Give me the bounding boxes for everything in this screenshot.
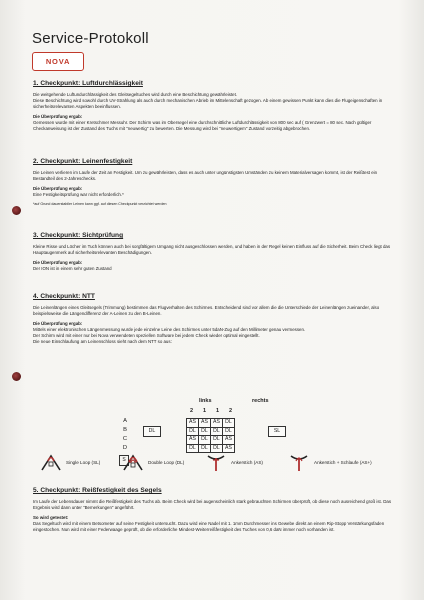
result-label: Die Überprüfung ergab:: [33, 114, 83, 119]
table-cell: AS: [187, 436, 199, 445]
table-cell: AS: [223, 444, 235, 453]
paragraph: Im Laufe der Lebensdauer nimmt die Reißfestigkeit des Tuchs ab. Beim Check wird bei augenscheinlich stark gebrauchten Schirmen überprüft, ob diese noch ausreichend groß ist. Das Ergebnis wird dann unter "Bemerkungen" angeführt.: [33, 499, 392, 510]
legend-single-loop: [40, 452, 100, 472]
result-text: Der Schirm wird mit einer nur bei Nova verwendeten speziellen Software bei jedem Check wieder optimal eingestellt.: [33, 333, 260, 338]
table-cell: AS: [199, 419, 211, 428]
result-text: Die neue Einschlaufung am Leinenschloss sieht nach dem NTT so aus:: [33, 339, 172, 344]
table-cell: DL: [187, 444, 199, 453]
nova-logo: [32, 52, 84, 71]
table-cell: DL: [223, 419, 235, 428]
table-cell: AS: [187, 419, 199, 428]
legend-double-loop: [122, 452, 184, 472]
binder-hole: [12, 206, 21, 215]
paragraph: Die Leinenlängen eines Gleitsegels (Trimmung) bestimmen das Flugverhalten des Schirmes. Entscheidend sind vor allem die die Unterschiede der Leinenlängen zueinander, also beispielsweise die Längendifferenz der A-Leinen zu den B-Leinen.: [33, 305, 380, 316]
table-cell: DL: [211, 436, 223, 445]
row-label-b: B: [123, 427, 127, 433]
result-text: Gemessen wurde mit einer Kretschmer Messuhr. Der Schirm was im Obersegel eine durchschnittliche Luftdurchlässigkeit von 800 sec auf ( Grenzwert = 80 sec. Nach gültiger Checkanweisung ist der Zustand des Tuchs mit "neuwertig" zu bewerten. Die Messung wird bei "neuwertigem" Zustand vorzeitig abgebrochen.: [33, 120, 372, 131]
single-loop-icon: [40, 452, 62, 472]
table-cell: AS: [211, 419, 223, 428]
result-label: So wird getestet:: [33, 515, 69, 520]
table-cell: DL: [199, 444, 211, 453]
result-text: Eine Festigkeitsprüfung war nicht erforderlich.*: [33, 192, 124, 197]
left-box: DL: [143, 426, 161, 437]
row-label-c: C: [122, 436, 128, 442]
right-box: SL: [268, 426, 286, 437]
legend-label: Ankerstich + Schlaufe (AS+): [314, 459, 372, 465]
section-heading: 4. Checkpunkt: NTT: [33, 293, 95, 300]
section-3: [33, 232, 393, 276]
table-cell: DL: [199, 436, 211, 445]
col-header: 2: [229, 408, 233, 414]
legend-label: Single Loop (SL): [66, 459, 101, 465]
links-label: links: [199, 398, 212, 404]
legend-label: Double Loop (DL): [148, 459, 185, 465]
section-heading: 3. Checkpunkt: Sichtprüfung: [33, 232, 124, 239]
table-cell: AS: [223, 436, 235, 445]
binder-hole: [12, 372, 21, 381]
rechts-label: rechts: [252, 398, 269, 404]
paragraph: Kleine Risse und Löcher im Tuch können auch bei sorgfältigem Umgang nicht ausgeschlossen werden, und haben in der Regel keinen Einfluss auf die Sicherheit. Beim Check liegt das Hauptaugenmerk auf sicherheitsrelevanten Beschädigungen.: [33, 244, 391, 255]
paragraph: Diese Beschichtung wird sowohl durch UV-Strahlung als auch durch mechanischen Abrieb im Mittelenschaft gezogen. Ab einem gewissen Punkt kann dies die Flugeigenschaften in sicherheitsrelevanten Aspekten beeinflussen.: [33, 98, 383, 109]
paragraph: Die Leinen verlieren im Laufe der Zeit an Festigkeit. Um zu gewährleisten, dass es auch unter ungünstigsten Umständen zu keinem Materialversagen kommt, ist der Reißtest ein Bestandteil des 2-Jahreschecks.: [33, 170, 378, 181]
page-title: Service-Protokoll: [32, 30, 149, 47]
legend-label: Ankerstich (AS): [231, 459, 263, 465]
table-cell: DL: [211, 427, 223, 436]
section-4: [33, 293, 393, 349]
result-text: Das Segeltuch wird mit einem Betsometer auf seine Festigkeit untersucht. Dazu wird eine Nadel mit 1. 1mm Durchmesser ins Gewebe direkt an einem Rip-Stopp Verstärkungsfaden eingestochen. Nun wird mit einer Federwaage geprüft, ob die erforderliche Mindest-Weiterreißfestigkeit des Tuches von 0,6 daN immer noch vorhanden ist.: [33, 521, 385, 532]
footnote: *auf Grund dauerstabiler Leinen kann ggf. auf diesen Checkpunkt verzichtet werden: [33, 202, 167, 206]
result-text: Der ION ist in einem sehr guten Zustand: [33, 266, 112, 271]
row-label-d: D: [122, 445, 128, 451]
table-cell: DL: [223, 427, 235, 436]
table-cell: DL: [199, 427, 211, 436]
section-heading: 1. Checkpunkt: Luftdurchlässigkeit: [33, 80, 143, 87]
section-5: [33, 487, 393, 537]
double-loop-icon: [122, 452, 144, 472]
row-label-s: S: [119, 455, 129, 466]
col-header: 1: [216, 408, 220, 414]
result-text: Mittels einer elektronischen Längenmessung wurde jede einzelne Leine des Schirmes unter 5daN-Zug auf den Millimeter genau vermessen.: [33, 327, 306, 332]
ankerstich-schlaufe-icon: [288, 452, 310, 472]
legend-ankerstich-schlaufe: [288, 452, 372, 472]
table-cell: DL: [187, 427, 199, 436]
section-heading: 5. Checkpunkt: Reißfestigkeit des Segels: [33, 487, 162, 494]
ankerstich-icon: [205, 452, 227, 472]
table-row: [187, 419, 235, 428]
section-2: [33, 158, 393, 207]
col-header: 1: [203, 408, 207, 414]
section-1: [33, 80, 393, 136]
legend-ankerstich: [205, 452, 263, 472]
logo-text: NOVA: [45, 57, 71, 66]
table-row: [187, 427, 235, 436]
table-row: [187, 436, 235, 445]
result-label: Die Überprüfung ergab:: [33, 260, 83, 265]
table-cell: DL: [211, 444, 223, 453]
result-label: Die Überprüfung ergab:: [33, 321, 83, 326]
ntt-table: [186, 418, 235, 453]
row-label-a: A: [123, 418, 127, 424]
result-label: Die Überprüfung ergab:: [33, 186, 83, 191]
paragraph: Die weitgehende Luftundurchlässigkeit des Gleitsegeltuches wird durch eine Beschichtung gewährleistet.: [33, 92, 238, 97]
section-heading: 2. Checkpunkt: Leinenfestigkeit: [33, 158, 133, 165]
col-header: 2: [190, 408, 194, 414]
